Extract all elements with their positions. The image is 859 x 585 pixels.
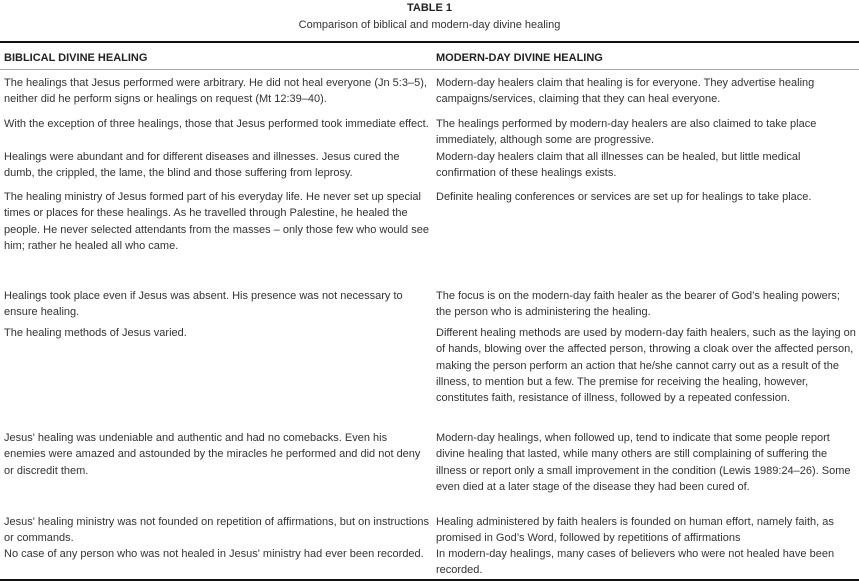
table-cell-modern: Healing administered by faith healers is founded on human effort, namely faith, as promised in God’s Word, followed by repetitions of affirmations — [436, 516, 834, 545]
column-header-biblical: BIBLICAL DIVINE HEALING — [4, 52, 148, 64]
table-cell-biblical: Healings were abundant and for different diseases and illnesses. Jesus cured the dumb, the crippled, the lame, the blind and those suffering from leprosy. — [4, 151, 400, 180]
column-header-modern: MODERN-DAY DIVINE HEALING — [436, 52, 603, 64]
top-rule — [0, 41, 859, 43]
table-cell-biblical: Healings took place even if Jesus was absent. His presence was not necessary to ensure healing. — [4, 290, 403, 319]
header-rule — [0, 69, 859, 70]
table-cell-modern: Definite healing conferences or services are set up for healings to take place. — [436, 191, 812, 203]
table-title: TABLE 1 — [406, 2, 453, 14]
table-cell-biblical: The healings that Jesus performed were arbitrary. He did not heal everyone (Jn 5:3–5), neither did he perform signs or healings on request (Mt 12:39–40). — [4, 77, 427, 106]
table-cell-biblical: With the exception of three healings, those that Jesus performed took immediate effect. — [4, 118, 429, 130]
table-caption: Comparison of biblical and modern-day divine healing — [298, 19, 561, 31]
table-cell-biblical: The healing methods of Jesus varied. — [4, 327, 187, 339]
table-cell-modern: Different healing methods are used by modern-day faith healers, such as the laying on of hands, blowing over the affected person, throwing a cloak over the affected person, making the person perform an action that he/she cannot carry out as a result of the illness, to mention but a few. The premise for receiving the healing, however, constitutes faith, resistance of illness, followed by a repeated confession. — [436, 327, 856, 405]
table-cell-modern: The focus is on the modern-day faith healer as the bearer of God’s healing powers; the person who is administering the healing. — [436, 290, 840, 319]
table-cell-modern: Modern-day healings, when followed up, tend to indicate that some people report divine healing that lasted, while many others are still complaining of suffering the illness or report only a small improvement in the condition (Lewis 1989:24–26). Some even died at a later stage of the disease they had been cured of. — [436, 432, 851, 493]
bottom-rule — [0, 579, 859, 581]
table-cell-modern: In modern-day healings, many cases of believers who were not healed have been recorded. — [436, 548, 835, 577]
table-cell-modern: Modern-day healers claim that all illnesses can be healed, but little medical confirmation of these healings exists. — [436, 151, 801, 180]
table-cell-biblical: Jesus' healing ministry was not founded on repetition of affirmations, but on instructions or commands. — [4, 516, 430, 545]
table-cell-biblical: No case of any person who was not healed in Jesus' ministry had ever been recorded. — [4, 548, 424, 560]
table-cell-modern: The healings performed by modern-day healers are also claimed to take place immediately, although some are progressive. — [436, 118, 817, 147]
table-cell-biblical: Jesus' healing was undeniable and authentic and had no comebacks. Even his enemies were amazed and astounded by the miracles he performed and did not deny or discredit them. — [4, 432, 421, 477]
table-cell-modern: Modern-day healers claim that healing is for everyone. They advertise healing campaigns/services, claiming that they can heal everyone. — [436, 77, 815, 106]
table-cell-biblical: The healing ministry of Jesus formed part of his everyday life. He never set up special times or places for these healings. As he travelled through Palestine, he healed the people. He never selected attendants from the masses – only those few who would see him; rather he healed all who came. — [4, 191, 429, 252]
